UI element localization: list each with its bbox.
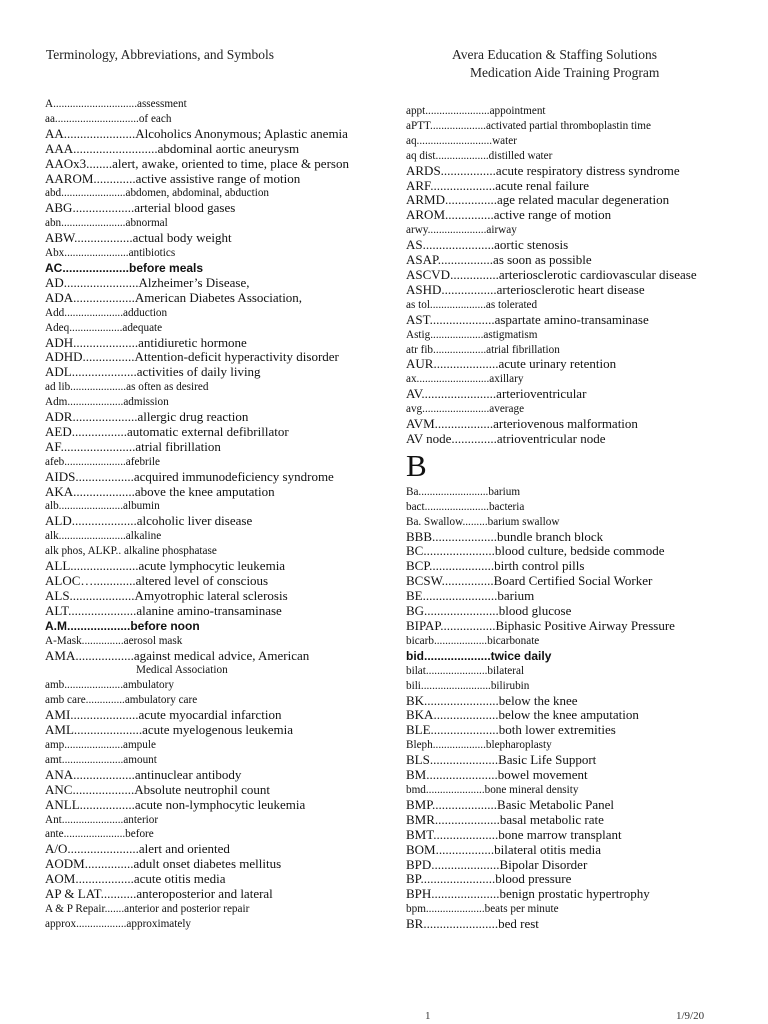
abbreviation-entry: BR.......................bed rest xyxy=(406,916,539,932)
abbreviation-entry: AAROM.............active assistive range of motion xyxy=(45,170,301,186)
abbreviation-entry: ad lib....................as often as desired xyxy=(45,381,209,394)
abbreviation-entry: abd.......................abdomen, abdominal, abduction xyxy=(45,187,270,200)
abbreviation-entry: Add.....................adduction xyxy=(45,306,168,319)
abbreviation-entry: BE.......................barium xyxy=(406,588,535,604)
abbreviation-entry: alb.......................albumin xyxy=(45,500,160,513)
abbreviation-entry: BPD.....................Bipolar Disorder xyxy=(406,856,588,872)
abbreviation-entry: approx..................approximately xyxy=(45,917,192,930)
abbreviation-entry: ANA...................antinuclear antibody xyxy=(45,766,242,782)
abbreviation-entry: atr fib...................atrial fibrillation xyxy=(406,343,560,356)
abbreviation-entry: amt......................amount xyxy=(45,753,157,766)
abbreviation-entry: ASHD.................arteriosclerotic heart disease xyxy=(406,281,645,297)
abbreviation-entry: ASCVD...............arteriosclerotic cardiovascular disease xyxy=(406,266,697,282)
abbreviation-entry: AA......................Alcoholics Anonymous; Aplastic anemia xyxy=(45,125,348,141)
abbreviation-entry: AC....................before meals xyxy=(45,260,204,275)
abbreviation-entry: BMT....................bone marrow transplant xyxy=(406,826,622,842)
abbreviation-entry: AF.......................atrial fibrillation xyxy=(45,438,221,454)
abbreviation-entry: bilat......................bilateral xyxy=(406,664,525,677)
abbreviation-entry: A..............................assessment xyxy=(45,98,187,110)
abbreviation-entry: Bleph...................blepharoplasty xyxy=(406,739,552,752)
abbreviation-entry: bact.......................bacteria xyxy=(406,500,525,513)
abbreviation-entry: BKA....................below the knee amputation xyxy=(406,707,639,723)
abbreviation-entry: A & P Repair.......anterior and posterior repair xyxy=(45,902,250,915)
abbreviation-entry: ALS....................Amyotrophic lateral sclerosis xyxy=(45,587,288,603)
abbreviation-entry: BMP....................Basic Metabolic Panel xyxy=(406,796,614,812)
abbreviation-entry: AED.................automatic external defibrillator xyxy=(45,423,289,439)
abbreviation-entry: as tol....................as tolerated xyxy=(406,298,538,311)
abbreviation-entry: Abx.......................antibiotics xyxy=(45,247,176,260)
abbreviation-entry: bili.........................bilirubin xyxy=(406,679,530,692)
abbreviation-entry: ADL....................activities of daily living xyxy=(45,364,261,380)
program-name: Medication Aide Training Program xyxy=(470,65,660,80)
abbreviation-entry: AST....................aspartate amino-transaminase xyxy=(406,311,649,327)
abbreviation-entry: Astig...................astigmatism xyxy=(406,328,538,341)
abbreviation-entry: abn.......................abnormal xyxy=(45,217,168,230)
abbreviation-entry: Ant......................anterior xyxy=(45,813,159,826)
abbreviation-entry: ARMD................age related macular degeneration xyxy=(406,192,670,208)
abbreviation-entry: ARDS.................acute respiratory distress syndrome xyxy=(406,162,680,178)
abbreviation-entry: alk........................alkaline xyxy=(45,530,162,543)
abbreviation-entry: amb care..............ambulatory care xyxy=(45,694,198,707)
abbreviation-entry: AV node..............atrioventricular node xyxy=(406,430,606,446)
abbreviation-entry: A/O......................alert and oriented xyxy=(45,841,230,857)
abbreviation-entry: AUR....................acute urinary retention xyxy=(406,356,617,372)
abbreviation-entry: AS......................aortic stenosis xyxy=(406,237,569,253)
abbreviation-entry: BMR....................basal metabolic rate xyxy=(406,811,604,827)
abbreviation-entry: ALD....................alcoholic liver disease xyxy=(45,513,253,529)
section-letter: B xyxy=(406,447,427,483)
abbreviation-entry: ADR....................allergic drug reaction xyxy=(45,409,249,425)
abbreviation-entry: arwy.....................airway xyxy=(406,224,517,237)
abbreviation-entry: ADA...................American Diabetes Association, xyxy=(45,289,303,305)
abbreviation-entry: ABW..................actual body weight xyxy=(45,230,232,246)
abbreviation-entry: aa..............................of each xyxy=(45,112,172,125)
abbreviation-entry: AAA..........................abdominal aortic aneurysm xyxy=(45,140,300,156)
abbreviation-entry: BC......................blood culture, bedside commode xyxy=(406,543,665,559)
abbreviation-entry: BCP....................birth control pills xyxy=(406,558,585,574)
abbreviation-entry: AD.......................Alzheimer’s Disease, xyxy=(45,274,250,290)
abbreviation-entry: ANLL.................acute non-lymphocytic leukemia xyxy=(45,796,306,812)
abbreviation-entry: avg........................average xyxy=(406,403,525,416)
abbreviation-entry: AKA...................above the knee amputation xyxy=(45,483,275,499)
abbreviation-entry: AMI.....................acute myocardial infarction xyxy=(45,707,282,723)
abbreviation-entry: bmd.....................bone mineral density xyxy=(406,783,579,796)
abbreviation-entry: ANC...................Absolute neutrophil count xyxy=(45,781,270,797)
abbreviation-entry: AODM...............adult onset diabetes mellitus xyxy=(45,856,282,872)
abbreviation-entry: bid....................twice daily xyxy=(406,648,552,663)
abbreviation-entry: ARF....................acute renal failure xyxy=(406,177,590,193)
abbreviation-entry: bicarb...................bicarbonate xyxy=(406,634,540,647)
abbreviation-entry: BPH.....................benign prostatic hypertrophy xyxy=(406,886,650,902)
abbreviation-entry: ante......................before xyxy=(45,828,154,841)
abbreviation-entry: AP & LAT...........anteroposterior and lateral xyxy=(45,886,273,902)
abbreviation-entry: aPTT....................activated partial thromboplastin time xyxy=(406,119,651,132)
abbreviation-entry: ax..........................axillary xyxy=(406,373,524,386)
entry-continuation: Medical Association xyxy=(136,664,228,677)
abbreviation-entry: Ba. Swallow.........barium swallow xyxy=(406,515,560,528)
abbreviation-entry: afeb......................afebrile xyxy=(45,455,160,468)
abbreviation-entry: BP.......................blood pressure xyxy=(406,871,572,887)
abbreviation-entry: amp.....................ampule xyxy=(45,738,156,751)
abbreviation-entry: BG.......................blood glucose xyxy=(406,603,572,619)
abbreviation-entry: BM......................bowel movement xyxy=(406,767,588,783)
abbreviation-column-right xyxy=(406,104,746,932)
abbreviation-entry: BLS.....................Basic Life Support xyxy=(406,752,597,768)
abbreviation-entry: ADH....................antidiuretic hormone xyxy=(45,334,247,350)
abbreviation-entry: AAOx3........alert, awake, oriented to time, place & person xyxy=(45,155,349,171)
abbreviation-entry: BLE.....................both lower extremities xyxy=(406,722,616,738)
abbreviation-entry: BCSW................Board Certified Social Worker xyxy=(406,573,653,589)
abbreviation-entry: A-Mask...............aerosol mask xyxy=(45,634,183,647)
page-number: 1 xyxy=(425,1010,431,1022)
abbreviation-entry: Adeq...................adequate xyxy=(45,321,163,334)
abbreviation-entry: Adm....................admission xyxy=(45,396,169,409)
organization-name: Avera Education & Staffing Solutions xyxy=(452,47,657,62)
abbreviation-entry: BOM..................bilateral otitis media xyxy=(406,841,601,857)
document-title: Terminology, Abbreviations, and Symbols xyxy=(46,47,275,62)
abbreviation-entry: ADHD................Attention-deficit hyperactivity disorder xyxy=(45,349,339,365)
footer-date: 1/9/20 xyxy=(676,1010,705,1022)
abbreviation-entry: BIPAP.................Biphasic Positive Airway Pressure xyxy=(406,618,675,633)
abbreviation-entry: aq dist...................distilled water xyxy=(406,149,553,162)
abbreviation-entry: AIDS..................acquired immunodeficiency syndrome xyxy=(45,468,334,484)
abbreviation-entry: AMA..................against medical advice, American xyxy=(45,647,310,663)
abbreviation-entry: ALOC….............altered level of conscious xyxy=(45,573,269,588)
abbreviation-entry: ASAP.................as soon as possible xyxy=(406,252,592,268)
abbreviation-entry: A.M...................before noon xyxy=(45,618,200,633)
abbreviation-column-left xyxy=(45,97,385,932)
abbreviation-entry: AV.......................arterioventricular xyxy=(406,386,587,402)
abbreviation-entry: BK.......................below the knee xyxy=(406,692,578,708)
abbreviation-entry: ABG...................arterial blood gases xyxy=(45,200,236,216)
abbreviation-entry: Ba.........................barium xyxy=(406,485,521,498)
abbreviation-entry: ALT.....................alanine amino-transaminase xyxy=(45,602,282,618)
abbreviation-entry: AML.....................acute myelogenous leukemia xyxy=(45,722,294,738)
abbreviation-entry: BBB....................bundle branch block xyxy=(406,528,604,544)
abbreviation-entry: aq...........................water xyxy=(406,134,517,147)
abbreviation-entry: AVM..................arteriovenous malformation xyxy=(406,416,638,432)
abbreviation-entry: appt.......................appointment xyxy=(406,105,546,117)
abbreviation-entry: AROM...............active range of motion xyxy=(406,207,612,223)
abbreviation-entry: alk phos, ALKP.. alkaline phosphatase xyxy=(45,545,217,558)
abbreviation-entry: amb.....................ambulatory xyxy=(45,679,174,692)
abbreviation-entry: AOM..................acute otitis media xyxy=(45,871,226,887)
abbreviation-entry: ALL.....................acute lymphocytic leukemia xyxy=(45,558,286,574)
abbreviation-entry: bpm.....................beats per minute xyxy=(406,903,559,916)
